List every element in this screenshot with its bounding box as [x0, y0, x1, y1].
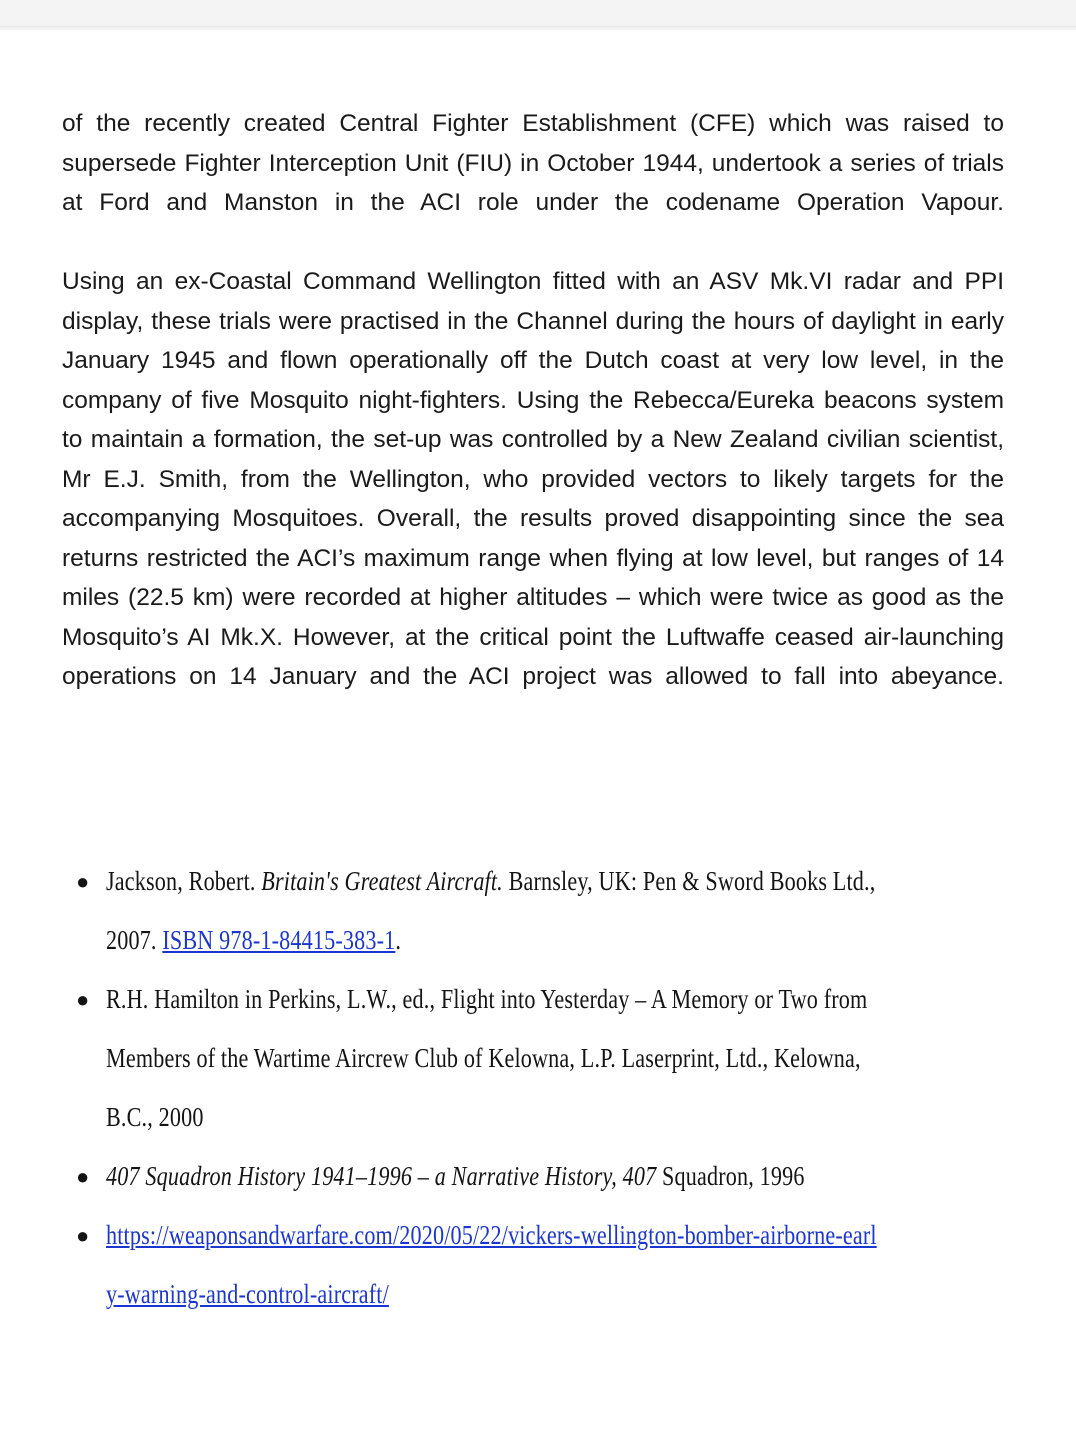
paragraph-2: Using an ex-Coastal Command Wellington fitted with an ASV Mk.VI radar and PPI display, these trials were practised in the Channel during the hours of daylight in early January 1945 and flown operationally off the Dutch coast at very low level, in the company of five Mosquito night-fighters. Using the Rebecca/Eureka beacons system to maintain a formation, the set-up was controlled by a New Zealand civilian scientist, Mr E.J. Smith, from the Wellington, who provided vectors to likely targets for the accompanying Mosquitoes. Overall, the results proved disappointing since the sea returns restricted the ACI’s maximum range when flying at low level, but ranges of 14 miles (22.5 km) were recorded at higher altitudes – which were twice as good as the Mosquito’s AI Mk.X. However, at the critical point the Luftwaffe ceased air-launching operations on 14 January and the ACI project was allowed to fall into abeyance.: [62, 268, 1004, 690]
reference-1-post: Barnsley, UK: Pen & Sword Books Ltd., 2007.: [106, 866, 876, 955]
reference-3-post: Squadron, 1996: [656, 1161, 805, 1191]
isbn-number-link[interactable]: 978-1-84415-383-1: [213, 925, 396, 955]
reference-3-text: [106, 1147, 1058, 1206]
reference-2-text: [106, 970, 1058, 1147]
reference-2-body: R.H. Hamilton in Perkins, L.W., ed., Flight into Yesterday – A Memory or Two from Members of the Wartime Aircrew Club of Kelowna, L.P. Laserprint, Ltd., Kelowna, B.C., 2000: [106, 984, 868, 1132]
reference-1-title: Britain's Greatest Aircraft.: [261, 866, 503, 896]
body-text-block: [62, 104, 1004, 736]
reference-1-text: [106, 852, 1058, 970]
window-top-strip: [0, 0, 1076, 30]
list-item: [68, 852, 1058, 970]
bullet-icon: ●: [76, 1223, 90, 1248]
window-top-strip-inner: [0, 0, 1076, 27]
list-item: [68, 970, 1058, 1147]
references-list: [40, 852, 1058, 1324]
paragraph-1: of the recently created Central Fighter Establishment (CFE) which was raised to supersede Fighter Interception Unit (FIU) in October 1944, undertook a series of trials at Ford and Manston in the ACI role under the codename Operation Vapour.: [62, 110, 1004, 216]
reference-1-pre: Jackson, Robert.: [106, 866, 262, 896]
bullet-icon: ●: [76, 1164, 90, 1189]
bullet-icon: ●: [76, 869, 90, 894]
isbn-link[interactable]: ISBN: [162, 925, 214, 955]
reference-4-text: [106, 1206, 1058, 1324]
bullet-icon: ●: [76, 987, 90, 1012]
reference-1-end: .: [395, 925, 402, 955]
document-page: [0, 30, 1076, 1430]
reference-3-title: 407 Squadron History 1941–1996 – a Narrative History, 407: [106, 1161, 657, 1191]
source-url-link[interactable]: https://weaponsandwarfare.com/2020/05/22/vickers-wellington-bomber-airborne-early-warning-and-control-aircraft/: [106, 1220, 877, 1309]
list-item: [68, 1206, 1058, 1324]
list-item: [68, 1147, 1058, 1206]
